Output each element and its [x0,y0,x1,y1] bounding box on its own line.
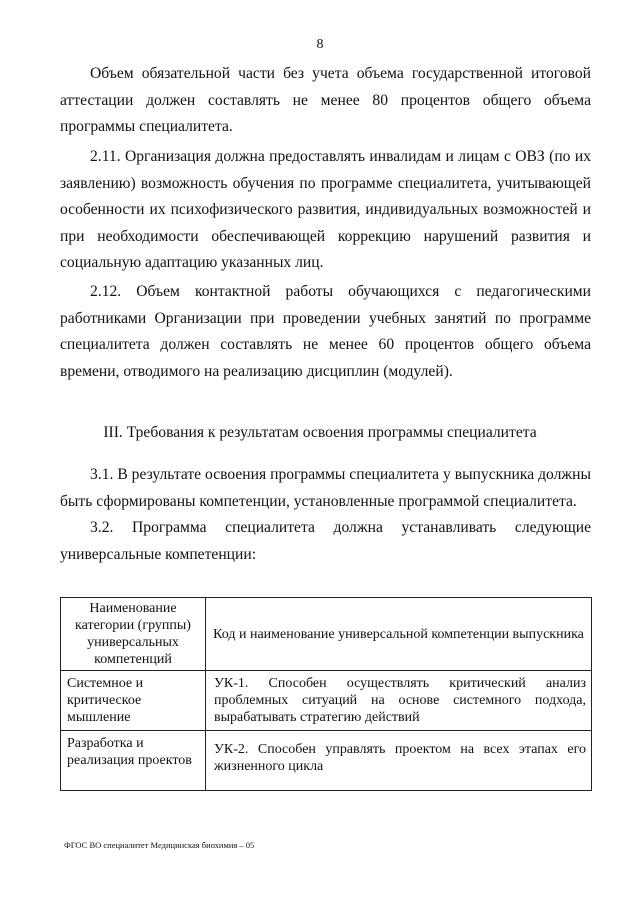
row-description: УК-2. Способен управлять проектом на всех этапах его жизненного цикла [206,731,592,791]
header-category: Наименование категории (группы) универсальных компетенций [61,598,206,671]
paragraph-3-2: 3.2. Программа специалитета должна устанавливать следующие универсальные компетенции: [60,519,591,563]
table-header-row [61,598,592,671]
page-number: 8 [316,37,324,52]
table-row [61,671,592,731]
row-description: УК-1. Способен осуществлять критический анализ проблемных ситуаций на основе системного подхода, вырабатывать стратегию действий [206,671,592,731]
footer-note: ФГОС ВО специалитет Медицинская биохимия – 05 [64,840,255,850]
paragraph-2-12: 2.12. Объем контактной работы обучающихся с педагогическими работниками Организации при проведении учебных занятий по программе специалитета должен составлять не менее 60 процентов общего объема времени, отводимого на реализацию дисциплин (модулей). [60,283,591,380]
table-row [61,731,592,791]
competencies-table [60,597,592,791]
header-code: Код и наименование универсальной компетенции выпускника [206,598,592,671]
paragraph-2-11: 2.11. Организация должна предоставлять инвалидам и лицам с ОВЗ (по их заявлению) возможность обучения по программе специалитета, учитывающей особенности их психофизического развития, индивидуальных возможностей и при необходимости обеспечивающей коррекцию нарушений развития и социальную адаптацию указанных лиц. [60,148,591,271]
row-category: Системное и критическое мышление [61,671,206,731]
row-category: Разработка и реализация проектов [61,731,206,791]
paragraph-mandatory-part: Объем обязательной части без учета объема государственной итоговой аттестации должен составлять не менее 80 процентов общего объема программы специалитета. [60,65,591,135]
paragraph-3-1: 3.1. В результате освоения программы специалитета у выпускника должны быть сформированы компетенции, установленные программой специалитета. [60,466,591,510]
section-heading: III. Требования к результатам освоения программы специалитета [103,424,537,441]
